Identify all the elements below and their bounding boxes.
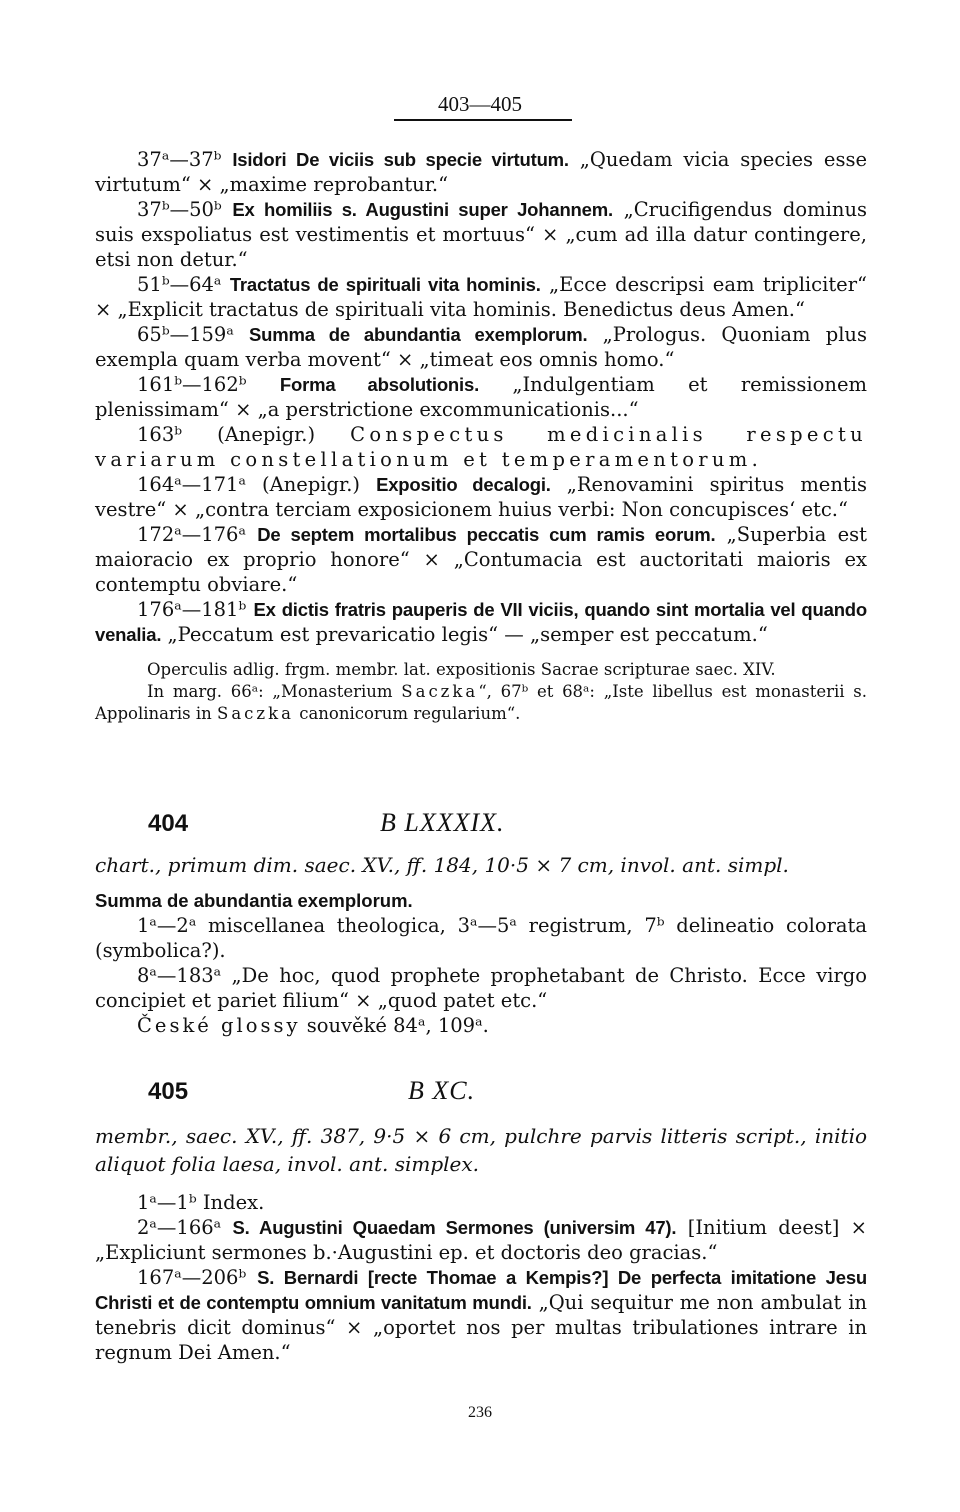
- ms403-entry-3: [95, 272, 867, 322]
- entry-title: Ex homiliis s. Augustini super Johannem.: [232, 199, 613, 220]
- ms405-number: 405: [148, 1078, 189, 1105]
- ms403-note-binding: Operculis adlig. frgm. membr. lat. expositionis Sacrae scripturae saec. XIV.: [147, 660, 776, 679]
- ms405-signature: B XC.: [408, 1076, 476, 1105]
- entry-locus: 172ᵃ—176ᵃ: [137, 523, 246, 546]
- page-number: 236: [468, 1404, 492, 1421]
- place-name: Saczka: [217, 704, 294, 723]
- entry-locus: 161ᵇ—162ᵇ: [137, 373, 247, 396]
- entry-locus: 51ᵇ—64ᵃ: [137, 273, 222, 296]
- ms404-glosses: České glossy souvěké 84ᵃ, 109ᵃ.: [137, 1014, 489, 1037]
- ms403-entry-9: [95, 597, 867, 647]
- ms403-note-margin: In marg. 66ᵃ: „Monasterium Saczka“, 67ᵇ et 68ᵃ: „Iste libellus est monasterii s. Appolinaris in Saczka canonicorum regularium“.: [95, 682, 867, 723]
- ms404-contents-2: 8ᵃ—183ᵃ „De hoc, quod prophete prophetabant de Christo. Ecce virgo concipiet et pariet filium“ × „quod patet etc.“: [95, 964, 867, 1012]
- entry-incipit: „Crucifigendus dominus suis exspoliatus est vestimentis et mortuus“ × „cum ad illa datur contingere, etsi non detur.“: [95, 198, 868, 271]
- entry-incipit: „Peccatum est prevaricatio legis“ — „semper est peccatum.“: [167, 623, 768, 646]
- entry-incipit: „Quedam vicia species esse virtutum“ × „maxime reprobantur.“: [95, 148, 867, 196]
- entry-incipit: [Initium deest] × „Expliciunt sermones b.·Augustini ep. et doctoris deo gracias.“: [95, 1216, 868, 1264]
- ms403-entry-5: [95, 372, 867, 422]
- entry-spaced-title: Conspectus medicinalis respectu variarum constellationum et temperamentorum.: [95, 423, 867, 471]
- ms403-entry-6: [95, 422, 867, 472]
- entry-incipit: „Indulgentiam et remissionem plenissimam“ × „a perstrictione excommunicationis...“: [95, 373, 868, 421]
- entry-locus: 1ᵃ—1ᵇ: [137, 1191, 197, 1214]
- spaced-phrase: České glossy: [137, 1014, 301, 1037]
- ms403-section: [95, 147, 867, 725]
- entry-title: Isidori De viciis sub specie virtutum.: [232, 149, 569, 170]
- entry-title: S. Bernardi [recte Thomae a Kempis?] De perfecta imitatione Jesu Christi et de contemptu omnium vanitatum mundi.: [95, 1267, 868, 1313]
- entry-title: Ex dictis fratris pauperis de VII viciis, quando sint mortalia vel quando venalia.: [95, 599, 867, 645]
- entry-title: Forma absolutionis.: [279, 374, 480, 395]
- entry-incipit: „Qui sequitur me non ambulat in tenebris dicit dominus“ × „oportet nos per multas tribulationes intrare in regnum Dei Amen.“: [95, 1291, 867, 1364]
- ms405-entry-3: [95, 1265, 867, 1365]
- entry-title: Expositio decalogi.: [376, 474, 551, 495]
- ms404-description: chart., primum dim. saec. XV., ff. 184, 10·5 × 7 cm, invol. ant. simpl.: [95, 853, 789, 877]
- entry-locus: 65ᵇ—159ᵃ: [137, 323, 234, 346]
- ms405-entry-1: [95, 1190, 867, 1215]
- entry-incipit: „Renovamini spiritus mentis vestre“ × „contra terciam exposicionem huius verbi: Non concupisces‘ etc.“: [95, 473, 867, 521]
- ms405-entry-2: [95, 1215, 867, 1265]
- entry-locus: 164ᵃ—171ᵃ: [137, 473, 246, 496]
- ms404-title: Summa de abundantia exemplorum.: [95, 890, 413, 911]
- entry-locus: 37ᵃ—37ᵇ: [137, 148, 222, 171]
- entry-locus: 37ᵇ—50ᵇ: [137, 198, 222, 221]
- running-header: 403—405: [438, 92, 522, 116]
- entry-prefix: (Anepigr.): [217, 423, 316, 446]
- header-rule: [394, 119, 572, 121]
- ms403-entry-8: [95, 522, 867, 597]
- ms404-section: [95, 852, 867, 1038]
- entry-title: S. Augustini Quaedam Sermones (universim 47).: [232, 1217, 677, 1238]
- entry-text: Index.: [202, 1191, 265, 1214]
- ms403-entry-2: [95, 197, 867, 272]
- entry-title: De septem mortalibus peccatis cum ramis eorum.: [257, 524, 716, 545]
- entry-prefix: (Anepigr.): [262, 473, 361, 496]
- ms404-number: 404: [148, 810, 189, 837]
- entry-title: Summa de abundantia exemplorum.: [249, 324, 588, 345]
- place-name: Saczka: [401, 682, 479, 701]
- entry-incipit: „Prologus. Quoniam plus exempla quam verba movent“ × „timeat eos omnis homo.“: [95, 323, 867, 371]
- entry-locus: 163ᵇ: [137, 423, 183, 446]
- entry-locus: 2ᵃ—166ᵃ: [137, 1216, 222, 1239]
- ms403-entry-7: [95, 472, 867, 522]
- ms405-description: membr., saec. XV., ff. 387, 9·5 × 6 cm, pulchre parvis litteris script., initio aliquot folia laesa, invol. ant. simplex.: [95, 1124, 867, 1176]
- ms403-entry-1: [95, 147, 867, 197]
- ms403-entry-4: [95, 322, 867, 372]
- entry-incipit: „Superbia est maioracio ex proprio honore“ × „Contumacia est auctoritati maioris ex contemptu obviare.“: [95, 523, 868, 596]
- ms404-signature: B LXXXIX.: [380, 808, 505, 837]
- ms404-contents-1: 1ᵃ—2ᵃ miscellanea theologica, 3ᵃ—5ᵃ registrum, 7ᵇ delineatio colorata (symbolica?).: [95, 914, 867, 962]
- entry-locus: 167ᵃ—206ᵇ: [137, 1266, 247, 1289]
- entry-incipit: „Ecce descripsi eam tripliciter“ × „Explicit tractatus de spirituali vita hominis. Benedictus deus Amen.“: [95, 273, 867, 321]
- entry-title: Tractatus de spirituali vita hominis.: [229, 274, 541, 295]
- entry-locus: 176ᵃ—181ᵇ: [137, 598, 247, 621]
- ms405-section: [95, 1122, 867, 1365]
